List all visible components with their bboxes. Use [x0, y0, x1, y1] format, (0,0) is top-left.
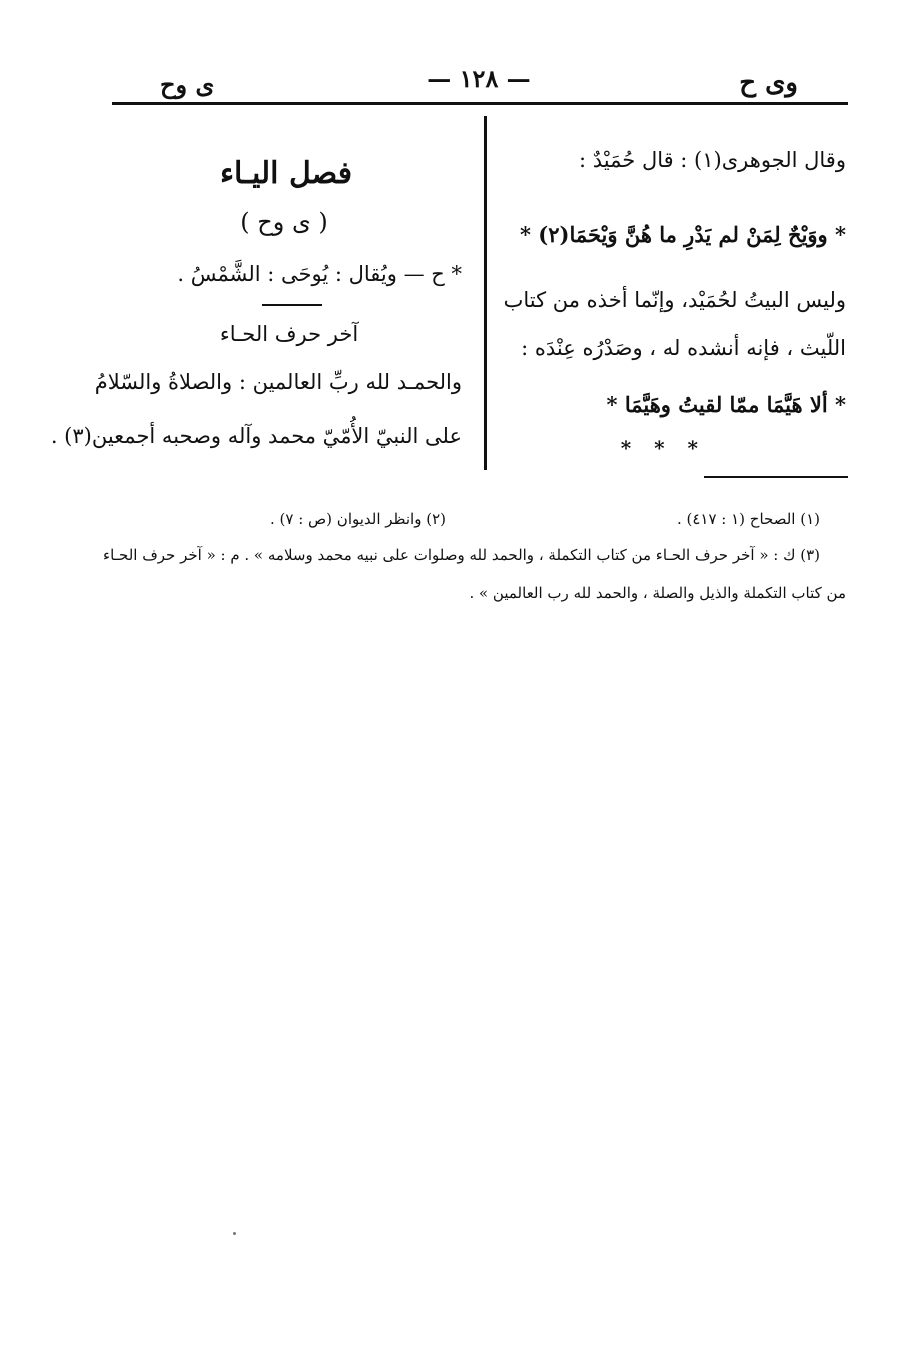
short-rule — [262, 304, 322, 306]
header-root-left: ى وح — [160, 70, 215, 99]
entry-root: ( ى وح ) — [240, 208, 328, 236]
footnote-3-continued: من كتاب التكملة والذيل والصلة ، والحمد لله رب العالمين » . — [469, 584, 846, 602]
header-rule — [112, 102, 848, 105]
section-title: فصل اليـاء — [219, 156, 353, 191]
poetry-verse-1: * ووَيْحٌ لِمَنْ لم يَدْرِ ما هُنَّ وَيْحَمَا(٢) * — [520, 222, 846, 247]
praise-line-2: على النبيّ الأُمّيّ محمد وآله وصحبه أجمعين(٣) . — [50, 424, 462, 448]
column-divider — [484, 116, 487, 470]
footnote-2: (٢) وانظر الديوان (ص : ٧) . — [270, 510, 446, 528]
footnote-1: (١) الصحاح (١ : ٤١٧) . — [676, 510, 820, 528]
footnote-rule — [704, 476, 848, 478]
right-text-line-3: وليس البيتُ لحُمَيْد، وإنّما أخذه من كتاب — [503, 288, 846, 312]
right-text-line-4: اللّيث ، فإنه أنشده له ، وصَدْرُه عِنْدَه : — [521, 336, 846, 360]
scan-speck — [233, 1232, 236, 1235]
chapter-end-title: آخر حرف الحـاء — [219, 322, 359, 346]
poetry-verse-2: * ألا هَيَّمَا ممّا لقيتُ وهَيَّمَا * — [606, 392, 846, 417]
praise-line-1: والحمـد لله ربِّ العالمين : والصلاةُ والسّلامُ — [94, 370, 462, 394]
header-root-right: وى ح — [739, 68, 798, 98]
entry-definition: * ح — ويُقال : يُوحَى : الشَّمْسُ . — [177, 262, 462, 286]
footnote-3: (٣) ك : « آخر حرف الحـاء من كتاب التكملة ، والحمد لله وصلوات على نبيه محمد وسلامه » . م : « آخر حرف الحـاء — [103, 546, 820, 564]
page-number: — ١٢٨ — — [427, 64, 531, 93]
right-text-line-1: وقال الجوهرى(١) : قال حُمَيْدٌ : — [579, 148, 846, 172]
end-marks: * * * — [620, 436, 706, 460]
